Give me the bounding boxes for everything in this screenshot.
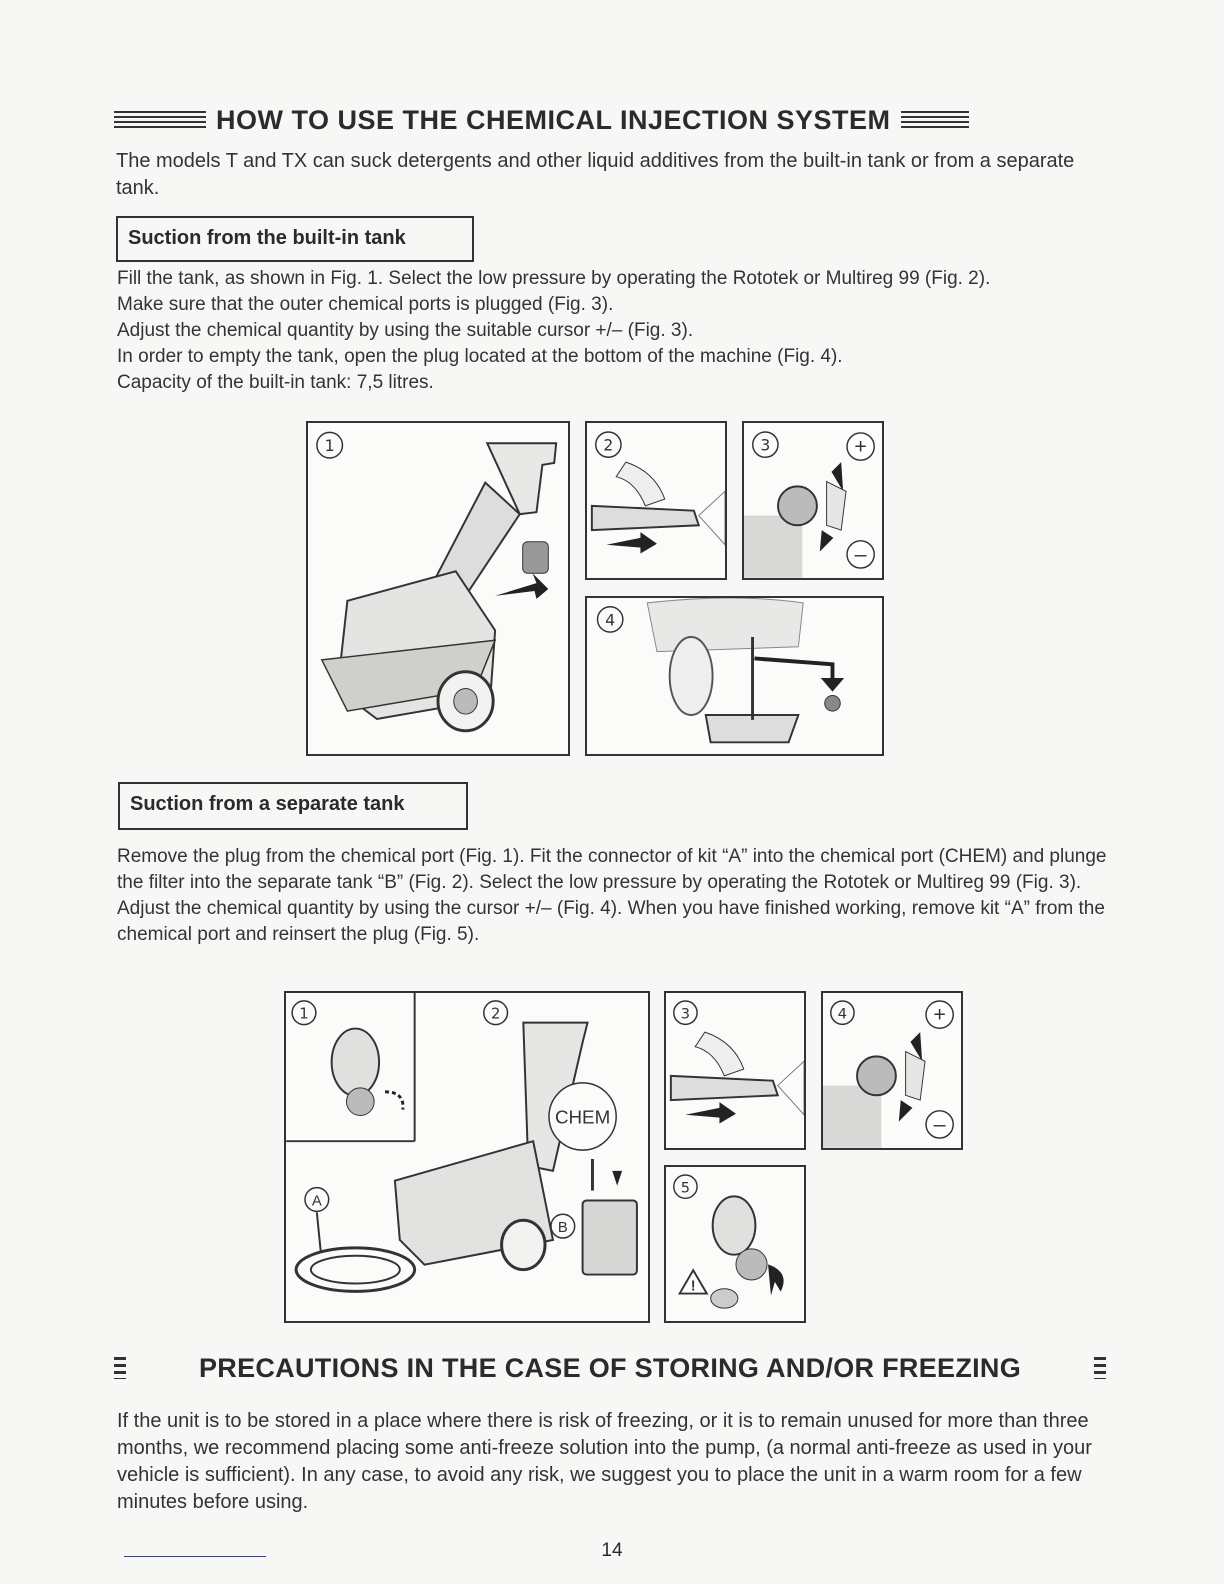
instruction-line: Make sure that the outer chemical ports is plugged (Fig. 3). [117,294,614,315]
lance-rototek-illustration [666,993,804,1148]
chemical-cursor-illustration [823,993,961,1148]
drain-plug-illustration [587,598,882,754]
figure-1-2-separate-tank [284,991,650,1323]
separate-tank-instructions: Remove the plug from the chemical port (Fig. 1). Fit the connector of kit “A” into the chemical port (CHEM) and plunge the filter into the separate tank “B” (Fig. 2). Select the low pressure by operating the Rototek or Multireg 99 (Fig. 3). Adjust the chemical quantity by using the cursor +/– (Fig. 4). When you have finished working, remove kit “A” from the chemical port and reinsert the plug (Fig. 5). [117,846,1107,945]
figure-2-pressure-select [585,421,727,580]
precautions-title [114,1348,1106,1388]
chem-port-label: CHEM [554,1106,611,1128]
minus-icon: – [854,542,867,567]
builtin-tank-instructions [117,266,1107,396]
kit-a-label: A [311,1193,322,1210]
figure-1-fill-tank [306,421,570,756]
footer-rule [124,1556,266,1557]
figure-4-cursor-adjust [821,991,963,1150]
section-title [114,100,1104,140]
figure-3-pressure-select [664,991,806,1150]
washer-fill-illustration [308,423,568,754]
page-number: 14 [601,1540,623,1561]
warning-mark: ! [690,1278,696,1295]
figure-3-cursor-adjust [742,421,884,580]
instruction-line: Adjust the chemical quantity by using the suitable cursor +/– (Fig. 3). [117,320,694,341]
figure-number: 3 [760,436,771,455]
intro-paragraph: The models T and TX can suck detergents and other liquid additives from the built-in tank or from a separate tank. [116,150,1075,199]
precautions-paragraph: If the unit is to be stored in a place where there is risk of freezing, or it is to remain unused for more than three months, we recommend placing some anti-freeze solution into the pump, (a normal anti-freeze as used in your vehicle is sufficient). In any case, to avoid any risk, we suggest you to place the unit in a warm room for a few minutes before using. [117,1410,1092,1513]
instruction-line: In order to empty the tank, open the plug located at the bottom of the machine (Fig. 4). [117,346,843,367]
section-heading-separate-tank: Suction from a separate tank [118,782,468,830]
title-rule-right [901,111,969,129]
figure-number: 2 [603,436,614,455]
figure-5-reinsert-plug [664,1165,806,1323]
precautions-title-text: PRECAUTIONS IN THE CASE OF STORING AND/OR FREEZING [198,1352,1022,1383]
separate-tank-kit-illustration [286,993,648,1321]
figure-number: 1 [324,436,335,456]
reinsert-plug-illustration [666,1167,804,1321]
lance-rototek-illustration [587,423,725,578]
figure-number: 4 [605,611,616,630]
title-mark-right [1094,1357,1106,1379]
plus-icon: + [933,1002,946,1027]
tank-b-label: B [557,1220,568,1237]
figure-4-drain-plug [585,596,884,756]
minus-icon: – [933,1112,946,1137]
figure-number: 3 [680,1005,691,1023]
instruction-line: Capacity of the built-in tank: 7,5 litres. [117,372,434,393]
chemical-cursor-illustration [744,423,882,578]
title-rule-left [114,111,206,129]
figure-number: 5 [680,1179,691,1197]
figure-number: 1 [299,1005,309,1023]
plus-icon: + [854,434,867,459]
title-mark-left [114,1357,126,1379]
title-text: HOW TO USE THE CHEMICAL INJECTION SYSTEM [216,104,891,135]
instruction-line: Fill the tank, as shown in Fig. 1. Select the low pressure by operating the Rototek or Multireg 99 (Fig. 2). [117,268,991,289]
figure-number: 4 [837,1005,848,1023]
figure-number: 2 [490,1005,501,1023]
section-heading-builtin-tank: Suction from the built-in tank [116,216,474,262]
